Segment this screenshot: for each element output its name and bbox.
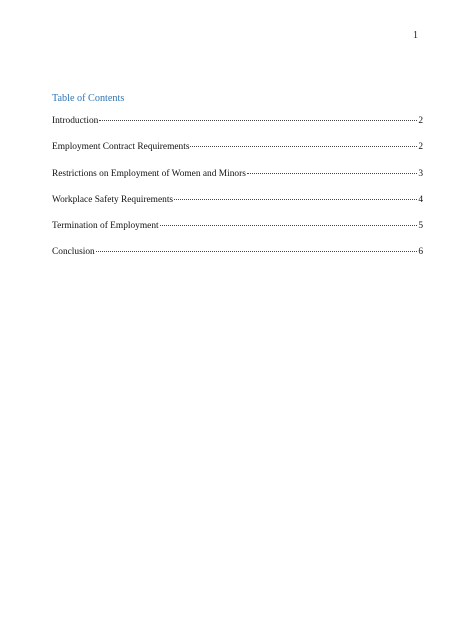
toc-entry-page: 3 [418, 168, 423, 179]
toc-entry-termination-of-employment[interactable] [52, 220, 423, 246]
toc-dot-leader [96, 250, 417, 252]
toc-entry-page: 6 [418, 247, 423, 258]
toc-entry-label: Workplace Safety Requirements [52, 194, 174, 205]
page-number: 1 [413, 30, 418, 41]
toc-entry-label: Restrictions on Employment of Women and Minors [52, 168, 246, 179]
toc-entry-label: Termination of Employment [52, 221, 159, 232]
toc-dot-leader [174, 198, 417, 200]
toc-entry-page: 2 [418, 116, 423, 126]
toc-entry-workplace-safety-requirements[interactable] [52, 194, 423, 220]
toc-entry-introduction[interactable] [52, 115, 423, 141]
table-of-contents [52, 115, 423, 273]
toc-entry-page: 5 [418, 221, 423, 232]
toc-entry-conclusion[interactable] [52, 246, 423, 272]
toc-title: Table of Contents [52, 93, 125, 104]
toc-dot-leader [190, 145, 417, 147]
toc-entry-page: 2 [418, 142, 423, 153]
toc-entry-employment-contract-requirements[interactable] [52, 141, 423, 167]
toc-dot-leader [247, 172, 417, 174]
toc-dot-leader [160, 224, 417, 226]
toc-entry-label: Introduction [52, 116, 99, 126]
toc-dot-leader [99, 119, 417, 121]
toc-entry-page: 4 [418, 194, 423, 205]
toc-entry-label: Employment Contract Requirements [52, 142, 190, 153]
toc-entry-label: Conclusion [52, 247, 95, 258]
toc-entry-restrictions-women-minors[interactable] [52, 168, 423, 194]
